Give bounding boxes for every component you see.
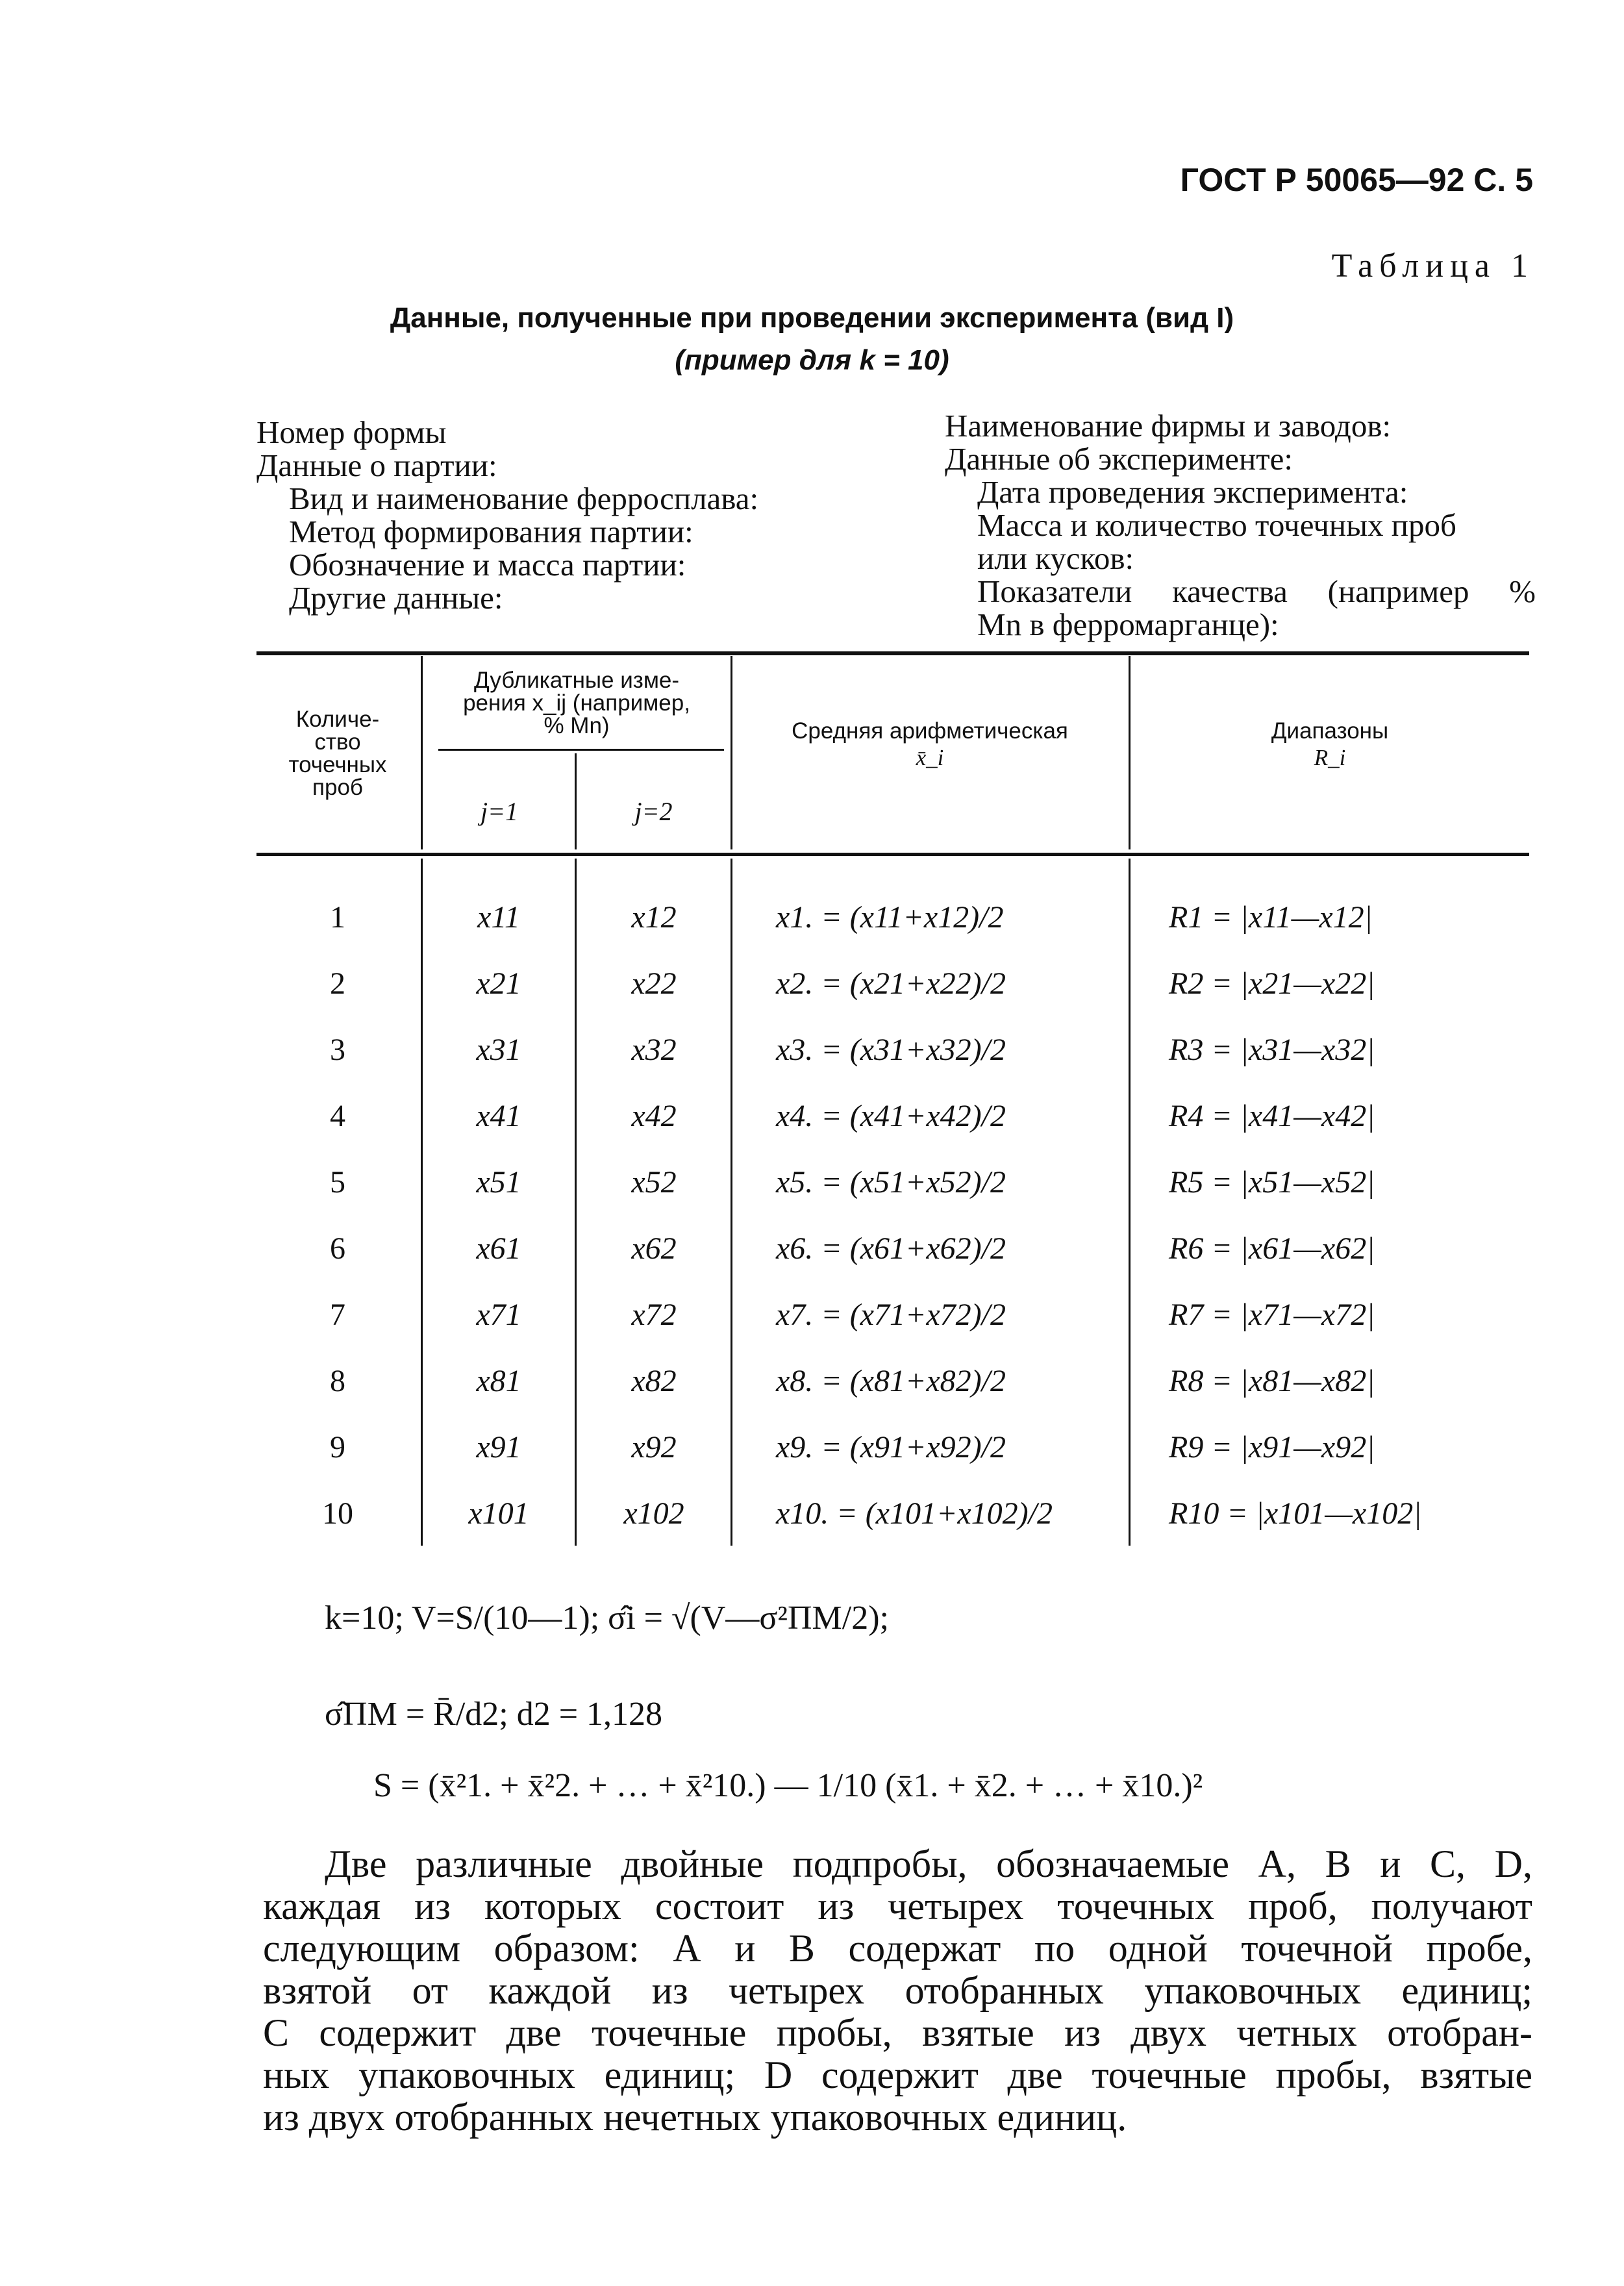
formula-line-1: k=10; V=S/(10—1); σ̂i = √(V—σ²ПМ/2); <box>325 1600 889 1637</box>
paragraph-line: каждая из которых состоит из четырех точечных проб, получают <box>263 1885 1532 1928</box>
table-cell-j1: x41 <box>476 1099 521 1133</box>
table-cell-j1: x81 <box>476 1364 521 1398</box>
column-divider <box>1129 859 1131 1546</box>
info-left-item: Вид и наименование ферросплава: <box>289 481 759 516</box>
header-range-label: Диапазоны <box>1271 718 1389 744</box>
header-j1: j=1 <box>480 797 519 826</box>
table-cell-n: 4 <box>330 1099 345 1133</box>
header-range <box>1131 720 1529 769</box>
header-mean-label: Средняя арифметическая <box>792 718 1068 744</box>
header-j2: j=2 <box>634 797 673 826</box>
table-cell-n: 8 <box>330 1364 345 1398</box>
paragraph-line: С содержит две точечные пробы, взятые из двух четных отобран- <box>263 2011 1532 2054</box>
info-left-item: Метод формирования партии: <box>289 514 693 549</box>
header-count-line: Количе- <box>295 707 380 732</box>
header-count-line: ство <box>314 729 361 755</box>
header-duplicate <box>423 669 730 737</box>
table-cell-j2: x52 <box>631 1165 677 1200</box>
table-cell-n: 1 <box>330 900 345 935</box>
column-divider <box>575 753 577 849</box>
header-mean <box>732 720 1127 769</box>
header-count <box>256 708 419 799</box>
page-header: ГОСТ Р 50065—92 С. 5 <box>1180 162 1533 198</box>
table-cell-n: 9 <box>330 1430 345 1464</box>
info-right <box>945 409 1536 641</box>
table-cell-j2: x12 <box>631 900 677 935</box>
column-divider <box>421 859 423 1546</box>
table-cell-mean: x8. = (x81+x82)/2 <box>776 1364 1006 1398</box>
header-mean-symbol: x̄_i <box>916 745 944 770</box>
info-right-item: Mn в ферромарганце): <box>977 607 1279 642</box>
paragraph-line: взятой от каждой из четырех отобранных упаковочных единиц; <box>263 1969 1532 2012</box>
info-right-item: или кусков: <box>977 540 1134 576</box>
table-cell-j1: x71 <box>476 1298 521 1332</box>
paragraph-line: ных упаковочных единиц; D содержит две точечные пробы, взятые <box>263 2054 1532 2096</box>
table-cell-mean: x5. = (x51+x52)/2 <box>776 1165 1006 1200</box>
table-cell-n: 7 <box>330 1298 345 1332</box>
table-cell-range: R5 = |x51—x52| <box>1169 1165 1375 1200</box>
table-cell-range: R1 = |x11—x12| <box>1169 900 1373 935</box>
table-cell-j1: x61 <box>476 1231 521 1266</box>
table-cell-range: R3 = |x31—x32| <box>1169 1033 1375 1067</box>
info-left-item: Другие данные: <box>289 580 503 616</box>
table-top-rule <box>256 651 1529 655</box>
info-left-item: Номер формы <box>256 414 447 450</box>
table-cell-j1: x51 <box>476 1165 521 1200</box>
table-cell-j1: x31 <box>476 1033 521 1067</box>
formula-line-3: S = (x̄²1. + x̄²2. + … + x̄²10.) — 1/10 (x̄1. + x̄2. + … + x̄10.)² <box>373 1767 1203 1804</box>
column-divider <box>731 859 732 1546</box>
paragraph-line: из двух отобранных нечетных упаковочных единиц. <box>263 2096 1127 2139</box>
table-cell-j1: x101 <box>468 1496 529 1531</box>
table-cell-range: R4 = |x41—x42| <box>1169 1099 1375 1133</box>
table-cell-range: R2 = |x21—x22| <box>1169 966 1375 1001</box>
table-label: Таблица 1 <box>1331 247 1534 284</box>
header-duplicate-line: % Mn) <box>543 713 610 738</box>
table-cell-n: 3 <box>330 1033 345 1067</box>
table-cell-mean: x4. = (x41+x42)/2 <box>776 1099 1006 1133</box>
table-cell-j1: x91 <box>476 1430 521 1464</box>
info-right-item: Наименование фирмы и заводов: <box>945 408 1392 444</box>
table-cell-mean: x2. = (x21+x22)/2 <box>776 966 1006 1001</box>
table-cell-range: R6 = |x61—x62| <box>1169 1231 1375 1266</box>
header-range-symbol: R_i <box>1314 745 1346 770</box>
info-right-item: Показатели качества (например % <box>977 573 1536 609</box>
column-divider <box>421 656 423 849</box>
info-left <box>256 416 758 614</box>
header-count-line: проб <box>312 775 363 800</box>
table-cell-range: R9 = |x91—x92| <box>1169 1430 1375 1464</box>
paragraph-line: следующим образом: А и В содержат по одной точечной пробе, <box>263 1927 1532 1970</box>
table-cell-j1: x11 <box>477 900 520 935</box>
body-paragraph <box>263 1843 1532 2139</box>
table-cell-n: 6 <box>330 1231 345 1266</box>
table-title: Данные, полученные при проведении эксперимента (вид I) <box>390 302 1234 334</box>
column-divider <box>575 859 577 1546</box>
header-duplicate-line: рения x_ij (например, <box>463 690 690 716</box>
header-duplicate-line: Дубликатные изме- <box>473 668 680 693</box>
table-cell-n: 10 <box>322 1496 353 1531</box>
table-cell-mean: x1. = (x11+x12)/2 <box>776 900 1004 935</box>
table-cell-mean: x6. = (x61+x62)/2 <box>776 1231 1006 1266</box>
header-count-line: точечных <box>288 752 387 777</box>
table-header-rule <box>256 853 1529 856</box>
info-right-item: Данные об эксперименте: <box>945 441 1293 477</box>
table-cell-range: R8 = |x81—x82| <box>1169 1364 1375 1398</box>
table-cell-j1: x21 <box>476 966 521 1001</box>
table-cell-j2: x92 <box>631 1430 677 1464</box>
table-cell-j2: x62 <box>631 1231 677 1266</box>
formula-line-2: σ̂ПМ = R̄/d2; d2 = 1,128 <box>325 1696 663 1733</box>
table-cell-j2: x42 <box>631 1099 677 1133</box>
table-cell-mean: x3. = (x31+x32)/2 <box>776 1033 1006 1067</box>
info-right-item: Дата проведения эксперимента: <box>977 474 1408 510</box>
table-cell-j2: x72 <box>631 1298 677 1332</box>
table-cell-n: 2 <box>330 966 345 1001</box>
table-cell-mean: x7. = (x71+x72)/2 <box>776 1298 1006 1332</box>
subheader-rule <box>438 749 724 751</box>
table-cell-mean: x9. = (x91+x92)/2 <box>776 1430 1006 1464</box>
paragraph-line: Две различные двойные подпробы, обозначаемые А, В и С, D, <box>325 1842 1532 1885</box>
info-left-item: Данные о партии: <box>256 447 497 483</box>
table-cell-j2: x32 <box>631 1033 677 1067</box>
table-cell-j2: x82 <box>631 1364 677 1398</box>
table-cell-j2: x102 <box>623 1496 684 1531</box>
table-cell-range: R7 = |x71—x72| <box>1169 1298 1375 1332</box>
info-left-item: Обозначение и масса партии: <box>289 547 686 583</box>
info-right-item: Масса и количество точечных проб <box>977 507 1456 543</box>
table-cell-j2: x22 <box>631 966 677 1001</box>
table-subtitle: (пример для k = 10) <box>675 344 949 376</box>
table-cell-range: R10 = |x101—x102| <box>1169 1496 1422 1531</box>
table-cell-n: 5 <box>330 1165 345 1200</box>
table-cell-mean: x10. = (x101+x102)/2 <box>776 1496 1053 1531</box>
